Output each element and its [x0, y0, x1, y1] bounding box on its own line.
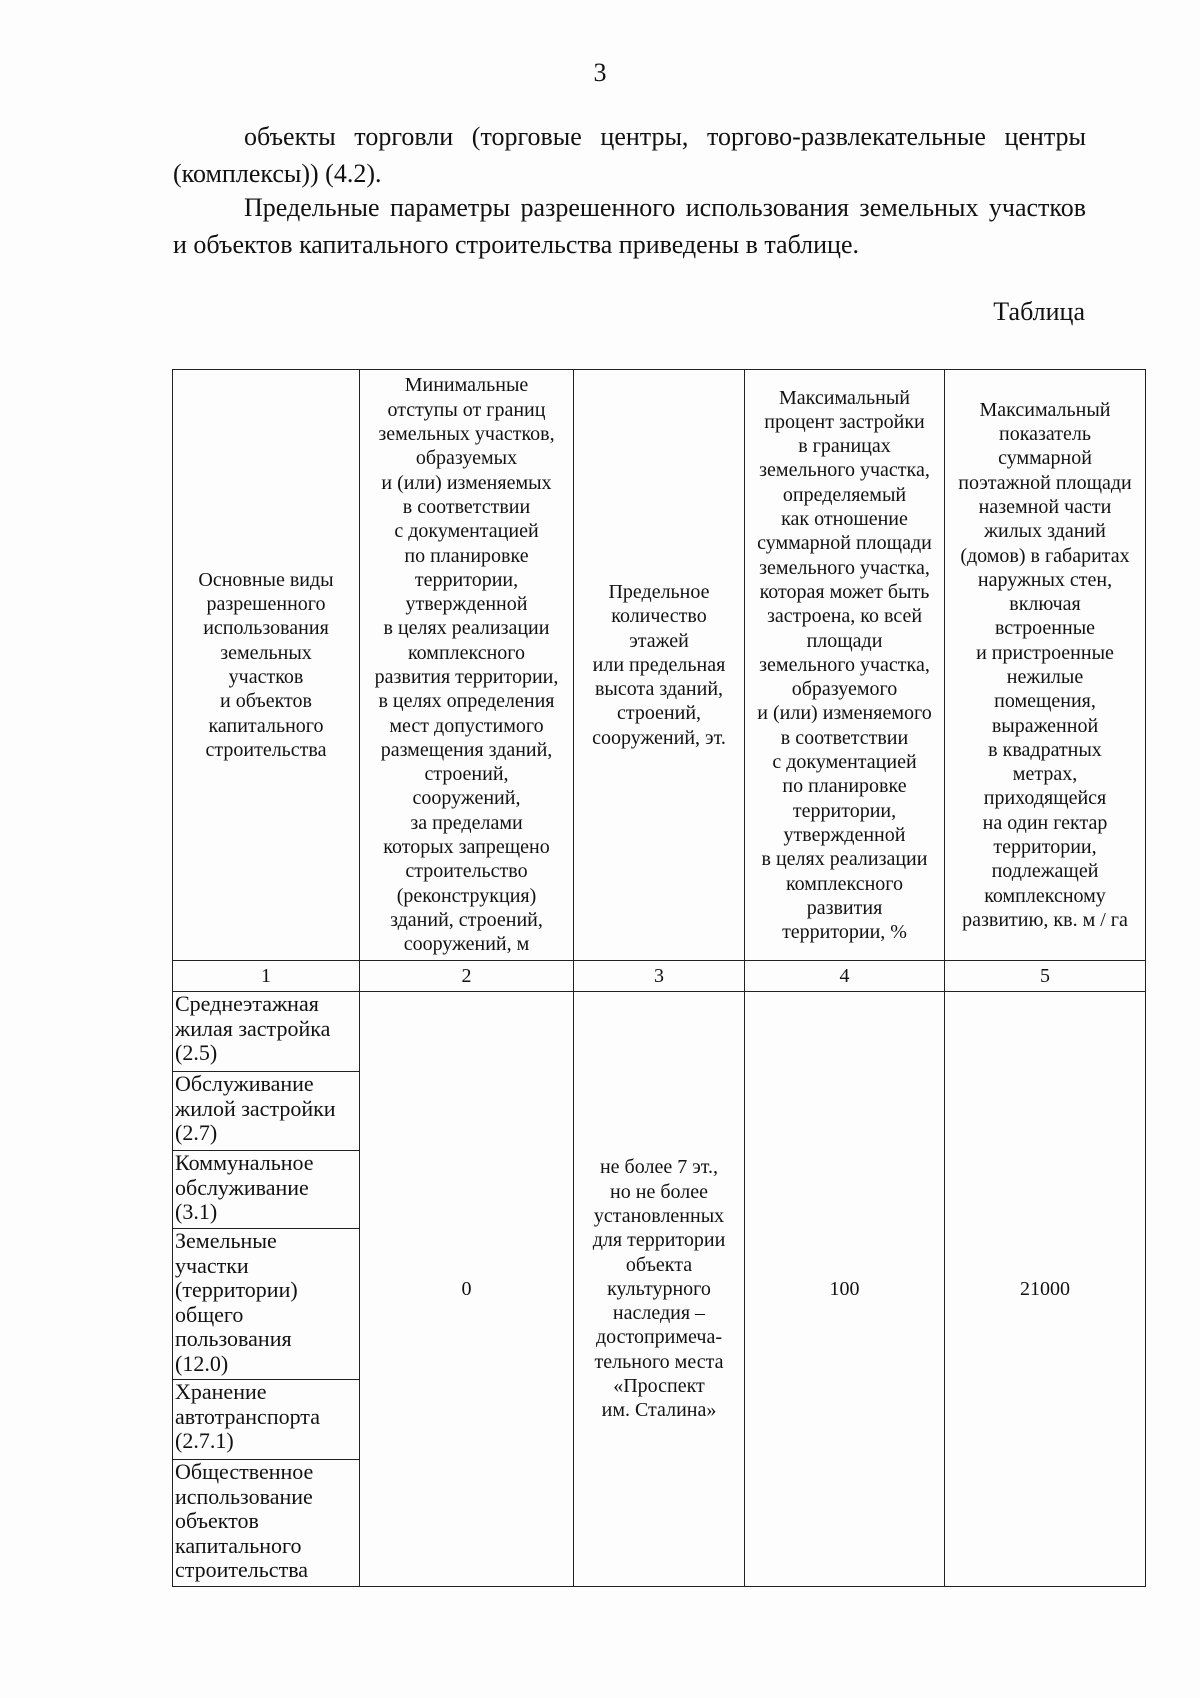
cell-line: использования: [203, 617, 329, 640]
cell-line: общего: [175, 1301, 244, 1327]
cell-line: метрах,: [1012, 763, 1078, 786]
cell-line: территории, %: [782, 921, 907, 944]
cell-line: достопримеча-: [595, 1326, 723, 1349]
cell-line: площади: [806, 629, 883, 652]
cell-line: Максимальный: [979, 398, 1111, 421]
cell-line: Основные виды: [198, 568, 334, 591]
cell-line: им. Сталина»: [601, 1399, 717, 1422]
cell-line: развитию, кв. м / га: [962, 908, 1128, 931]
cell-line: за пределами: [410, 811, 523, 834]
cell-line: комплексному: [984, 884, 1106, 907]
cell-line: развития: [806, 896, 883, 919]
cell-line: мест допустимого: [389, 714, 544, 737]
cell-line: развития территории,: [374, 666, 559, 688]
cell-line: территории,: [414, 568, 519, 591]
cell-line: и пристроенные: [976, 641, 1114, 664]
cell-line: поэтажной площади: [958, 471, 1132, 494]
max-floor-area-value: 21000: [945, 992, 1146, 1587]
cell-line: жилой застройки: [175, 1095, 336, 1121]
cell-line: количество: [611, 605, 707, 628]
table-caption: Таблица: [993, 297, 1085, 326]
cell-line: отступы от границ: [387, 398, 546, 421]
cell-line: этажей: [629, 629, 689, 652]
cell-line: размещения зданий,: [380, 738, 553, 761]
cell-line: зданий, строений,: [390, 908, 543, 931]
cell-line: сооружений, м: [403, 933, 530, 956]
cell-line: на один гектар: [982, 811, 1108, 834]
header-use-types: [173, 370, 360, 961]
cell-line: территории,: [993, 836, 1097, 859]
cell-line: помещения,: [994, 690, 1096, 713]
cell-line: (2.7): [175, 1120, 218, 1145]
cell-line: земельных участков,: [378, 423, 555, 446]
cell-line: разрешенного: [206, 593, 326, 616]
cell-line: Минимальные: [404, 374, 529, 397]
cell-line: которая может быть: [759, 580, 930, 603]
cell-line: обслуживание: [175, 1174, 309, 1200]
cell-line: и объектов: [220, 690, 312, 713]
cell-line: тельного места: [594, 1350, 724, 1373]
cell-line: (территории): [175, 1277, 298, 1302]
cell-line: утвержденной: [783, 823, 906, 846]
cell-line: по планировке: [782, 775, 907, 798]
cell-line: в соответствии: [780, 726, 909, 749]
cell-line: процент застройки: [764, 410, 925, 433]
column-number: 3: [574, 961, 745, 992]
cell-line: строительства: [205, 738, 327, 761]
cell-line: участков: [228, 666, 304, 688]
parameters-table: [172, 369, 1146, 1587]
cell-line: Предельное: [608, 580, 710, 603]
cell-line: (2.7.1): [175, 1428, 234, 1453]
cell-line: строений,: [616, 702, 702, 725]
cell-line: жилая застройка: [175, 1015, 331, 1041]
cell-line: пользования: [175, 1326, 292, 1351]
use-type-cell: [173, 1460, 360, 1587]
cell-line: или предельная: [592, 653, 726, 676]
cell-line: культурного: [607, 1277, 711, 1300]
cell-line: комплексного: [407, 641, 526, 664]
cell-line: наружных стен,: [977, 568, 1113, 591]
cell-line: наследия –: [612, 1302, 706, 1325]
cell-line: объектов: [175, 1508, 259, 1533]
cell-line: наземной части: [978, 495, 1112, 518]
cell-line: (домов) в габаритах: [960, 544, 1130, 567]
cell-line: (реконструкция): [396, 884, 537, 907]
cell-line: земельных: [220, 641, 312, 664]
cell-line: в целях реализации: [761, 848, 928, 871]
cell-line: (12.0): [175, 1350, 229, 1376]
cell-line: (2.5): [175, 1040, 218, 1065]
cell-line: капитального: [208, 714, 324, 737]
cell-line: Коммунальное: [175, 1150, 314, 1175]
cell-line: но не более: [610, 1180, 708, 1203]
cell-line: Максимальный: [779, 386, 910, 409]
cell-line: приходящейся: [983, 787, 1107, 810]
cell-line: суммарной площади: [757, 532, 932, 555]
cell-line: образуемых: [415, 447, 518, 470]
table-row: [173, 992, 1146, 1072]
cell-line: Среднеэтажная: [175, 991, 319, 1016]
cell-line: в целях реализации: [383, 617, 550, 640]
column-number: 2: [360, 961, 574, 992]
use-type-cell: [173, 1380, 360, 1460]
cell-line: которых запрещено: [383, 836, 550, 859]
cell-line: использование: [175, 1483, 313, 1509]
cell-line: участки: [175, 1252, 249, 1278]
cell-line: сооружений, эт.: [592, 726, 726, 749]
cell-line: строений,: [424, 763, 509, 786]
cell-line: с документацией: [394, 520, 539, 543]
cell-line: показатель: [999, 423, 1091, 446]
column-number: 4: [745, 961, 945, 992]
cell-line: капитального: [175, 1532, 302, 1558]
cell-line: образуемого: [791, 678, 898, 701]
cell-line: подлежащей: [991, 860, 1099, 883]
header-max-build-percent: [745, 370, 945, 961]
cell-line: Общественное: [175, 1459, 314, 1484]
cell-line: в соответствии: [402, 495, 531, 518]
cell-line: строительства: [175, 1557, 309, 1582]
cell-line: Земельные: [175, 1228, 277, 1253]
cell-line: встроенные: [994, 617, 1096, 640]
column-number: 5: [945, 961, 1146, 992]
cell-line: автотранспорта: [175, 1403, 320, 1429]
column-number-row: [173, 961, 1146, 992]
page-number: 3: [593, 58, 607, 87]
cell-line: в границах: [798, 435, 891, 458]
use-type-cell: [173, 992, 360, 1072]
cell-line: суммарной: [998, 447, 1092, 470]
cell-line: строительство: [405, 860, 528, 883]
header-max-floor-area: [945, 370, 1146, 961]
cell-line: в квадратных: [988, 738, 1102, 761]
cell-line: Обслуживание: [175, 1071, 314, 1096]
use-type-cell: [173, 1151, 360, 1229]
cell-line: жилых зданий: [984, 520, 1106, 543]
cell-line: и (или) изменяемых: [381, 471, 552, 494]
cell-line: земельного участка,: [759, 556, 930, 579]
cell-line: не более 7 эт.,: [599, 1156, 719, 1179]
column-number: 1: [173, 961, 360, 992]
cell-line: объекта: [625, 1253, 693, 1276]
header-min-setback: [360, 370, 574, 961]
cell-line: включая: [1009, 593, 1081, 616]
paragraph-trade-objects: объекты торговли (торговые центры, торгово-развлекательные центры (комплексы)) (4.2).: [173, 122, 1086, 188]
cell-line: утвержденной: [405, 593, 528, 616]
min-setback-value: 0: [360, 992, 574, 1587]
cell-line: с документацией: [772, 751, 917, 774]
cell-line: нежилые: [1006, 666, 1084, 688]
cell-line: (3.1): [175, 1199, 218, 1224]
max-floors-value: [574, 992, 745, 1587]
cell-line: Хранение: [175, 1379, 267, 1404]
use-type-cell: [173, 1229, 360, 1380]
header-max-floors: [574, 370, 745, 961]
cell-line: высота зданий,: [594, 678, 724, 701]
cell-line: установленных: [593, 1204, 725, 1227]
paragraph-parameters-intro: Предельные параметры разрешенного использования земельных участков и объектов капитального строительства приведены в таблице.: [173, 193, 1086, 259]
cell-line: территории,: [792, 799, 897, 822]
max-build-percent-value: 100: [745, 992, 945, 1587]
cell-line: сооружений,: [412, 787, 521, 810]
cell-line: земельного участка,: [759, 653, 930, 676]
cell-line: комплексного: [785, 872, 904, 895]
cell-line: по планировке: [404, 544, 529, 567]
cell-line: и (или) изменяемого: [757, 702, 932, 725]
cell-line: определяемый: [782, 483, 907, 506]
cell-line: застроена, ко всей: [766, 605, 923, 628]
cell-line: выраженной: [991, 714, 1099, 737]
use-type-cell: [173, 1072, 360, 1151]
cell-line: как отношение: [781, 508, 908, 531]
cell-line: «Проспект: [613, 1375, 705, 1398]
cell-line: для территории: [592, 1229, 726, 1252]
cell-line: в целях определения: [378, 690, 555, 713]
cell-line: земельного участка,: [759, 459, 930, 482]
table-header-row: [173, 370, 1146, 961]
